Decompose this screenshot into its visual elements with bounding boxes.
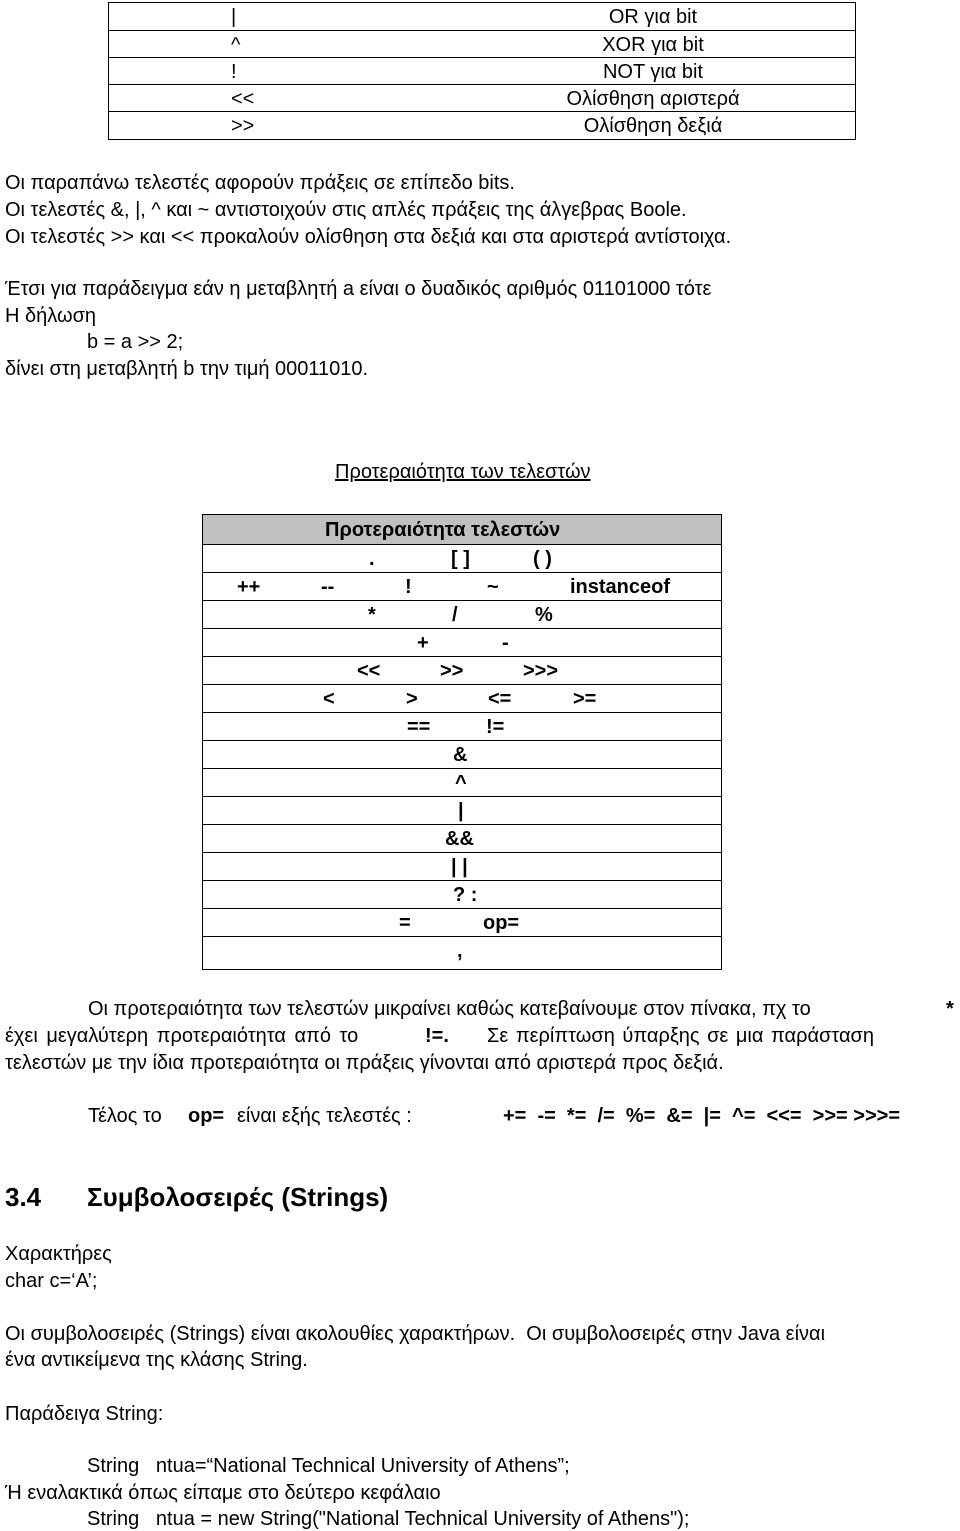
precedence-section-title: Προτεραιότητα των τελεστών bbox=[335, 461, 591, 483]
intro-line: Οι τελεστές >> και << προκαλούν ολίσθηση στα δεξιά και στα αριστερά αντίστοιχα. bbox=[5, 226, 732, 248]
operator-description: OR για bit bbox=[608, 6, 698, 28]
table-row bbox=[203, 601, 721, 629]
table-row bbox=[203, 797, 721, 825]
operator-cell: >> bbox=[440, 660, 464, 682]
table-row bbox=[203, 545, 721, 573]
characters-code: char c=‘A’; bbox=[5, 1270, 98, 1292]
operator-cell: . bbox=[369, 548, 375, 570]
table-row bbox=[109, 84, 855, 111]
operator-cell: & bbox=[453, 744, 468, 766]
operator-cell: << bbox=[357, 660, 381, 682]
operator-cell: % bbox=[535, 604, 553, 626]
operator-cell: >>> bbox=[523, 660, 559, 682]
table-row bbox=[203, 629, 721, 657]
precedence-explanation-line: Οι προτεραιότητα των τελεστών μικραίνει καθώς κατεβαίνουμε στον πίνακα, πχ το bbox=[88, 998, 811, 1020]
bit-operators-table bbox=[108, 2, 856, 140]
operator-cell: | bbox=[458, 800, 464, 822]
operator-cell: <= bbox=[488, 688, 512, 710]
operator-cell: != bbox=[486, 716, 505, 738]
op-line-middle: είναι εξής τελεστές : bbox=[237, 1105, 412, 1127]
example-line: δίνει στη μεταβλητή b την τιμή 00011010. bbox=[5, 358, 369, 380]
operator-symbol: << bbox=[231, 88, 255, 110]
operator-cell: [ ] bbox=[451, 548, 470, 570]
table-row bbox=[203, 657, 721, 685]
operator-cell: op= bbox=[483, 912, 520, 934]
operator-cell: * bbox=[368, 604, 376, 626]
operator-cell: ! bbox=[405, 576, 412, 598]
example-line: Έτσι για παράδειγμα εάν η μεταβλητή a είναι ο δυαδικός αριθμός 01101000 τότε bbox=[5, 278, 712, 300]
table-row bbox=[203, 713, 721, 741]
table-row bbox=[203, 881, 721, 909]
string-examples-label: Παράδειγα String: bbox=[5, 1403, 164, 1425]
table-row bbox=[109, 111, 855, 138]
string-example-code: String ntua=“National Technical University of Athens”; bbox=[87, 1455, 570, 1477]
intro-line: Οι τελεστές &, |, ^ και ~ αντιστοιχούν στις απλές πράξεις της άλγεβρας Boole. bbox=[5, 199, 687, 221]
table-row bbox=[109, 57, 855, 84]
operator-cell: ( ) bbox=[533, 548, 552, 570]
operator-cell: ^ bbox=[455, 772, 467, 794]
precedence-explanation-line: έχει μεγαλύτερη προτεραιότητα από το bbox=[5, 1025, 359, 1047]
op-line-prefix: Τέλος το bbox=[88, 1105, 162, 1127]
operator-cell: instanceof bbox=[570, 576, 671, 598]
table-row bbox=[203, 825, 721, 853]
strings-paragraph-line: Οι συμβολοσειρές (Strings) είναι ακολουθίες χαρακτήρων. Οι συμβολοσειρές στην Java είναι bbox=[5, 1323, 826, 1345]
precedence-explanation-line: τελεστών με την ίδια προτεραιότητα οι πράξεις γίνονται από αριστερά προς δεξιά. bbox=[5, 1052, 724, 1074]
characters-label: Χαρακτήρες bbox=[5, 1243, 112, 1265]
precedence-explanation-bold: * bbox=[946, 998, 954, 1020]
precedence-explanation-line: Σε περίπτωση ύπαρξης σε μια παράσταση bbox=[487, 1025, 875, 1047]
operator-description: Ολίσθηση αριστερά bbox=[566, 88, 740, 110]
section-title: Συμβολοσειρές (Strings) bbox=[87, 1182, 389, 1212]
operator-cell: , bbox=[457, 940, 463, 962]
operator-cell: ? : bbox=[453, 884, 478, 906]
operator-cell: + bbox=[417, 632, 429, 654]
example-code: b = a >> 2; bbox=[87, 331, 184, 353]
operator-cell: - bbox=[502, 632, 509, 654]
precedence-header-label: Προτεραιότητα τελεστών bbox=[325, 519, 561, 541]
precedence-explanation-bold: !=. bbox=[425, 1025, 449, 1047]
operator-cell: -- bbox=[321, 576, 335, 598]
table-row bbox=[203, 937, 721, 965]
operator-cell: ~ bbox=[487, 576, 499, 598]
operator-cell: == bbox=[407, 716, 431, 738]
table-row bbox=[203, 573, 721, 601]
table-row bbox=[203, 853, 721, 881]
table-row bbox=[203, 685, 721, 713]
operator-cell: && bbox=[445, 828, 474, 850]
op-line-operators: += -= *= /= %= &= |= ^= <<= >>= >>>= bbox=[503, 1105, 900, 1127]
string-examples-alt-label: Ή εναλακτικά όπως είπαμε στο δεύτερο κεφάλαιο bbox=[5, 1482, 441, 1504]
table-row bbox=[203, 909, 721, 937]
table-row bbox=[203, 769, 721, 797]
operator-description: XOR για bit bbox=[602, 34, 704, 56]
operator-cell: < bbox=[323, 688, 335, 710]
section-number: 3.4 bbox=[5, 1182, 42, 1212]
intro-line: Οι παραπάνω τελεστές αφορούν πράξεις σε επίπεδο bits. bbox=[5, 172, 515, 194]
strings-paragraph-line: ένα αντικείμενα της κλάσης String. bbox=[5, 1349, 308, 1371]
operator-description: NOT για bit bbox=[602, 61, 704, 83]
operator-symbol: >> bbox=[231, 115, 255, 137]
operator-cell: ++ bbox=[237, 576, 261, 598]
operator-symbol: ! bbox=[231, 61, 237, 83]
precedence-table bbox=[202, 514, 722, 970]
operator-symbol: ^ bbox=[231, 34, 241, 56]
table-row bbox=[203, 741, 721, 769]
operator-cell: = bbox=[399, 912, 411, 934]
table-row bbox=[109, 3, 855, 30]
string-example-code: String ntua = new String("National Technical University of Athens"); bbox=[87, 1508, 690, 1530]
operator-description: Ολίσθηση δεξιά bbox=[583, 115, 723, 137]
precedence-table-header bbox=[203, 515, 721, 545]
table-row bbox=[109, 30, 855, 57]
operator-cell: | | bbox=[451, 856, 468, 878]
operator-cell: > bbox=[406, 688, 418, 710]
example-line: Η δήλωση bbox=[5, 305, 97, 327]
op-line-bold-word: op= bbox=[188, 1105, 225, 1127]
operator-cell: >= bbox=[573, 688, 597, 710]
operator-cell: / bbox=[452, 604, 458, 626]
operator-symbol: | bbox=[231, 6, 237, 28]
